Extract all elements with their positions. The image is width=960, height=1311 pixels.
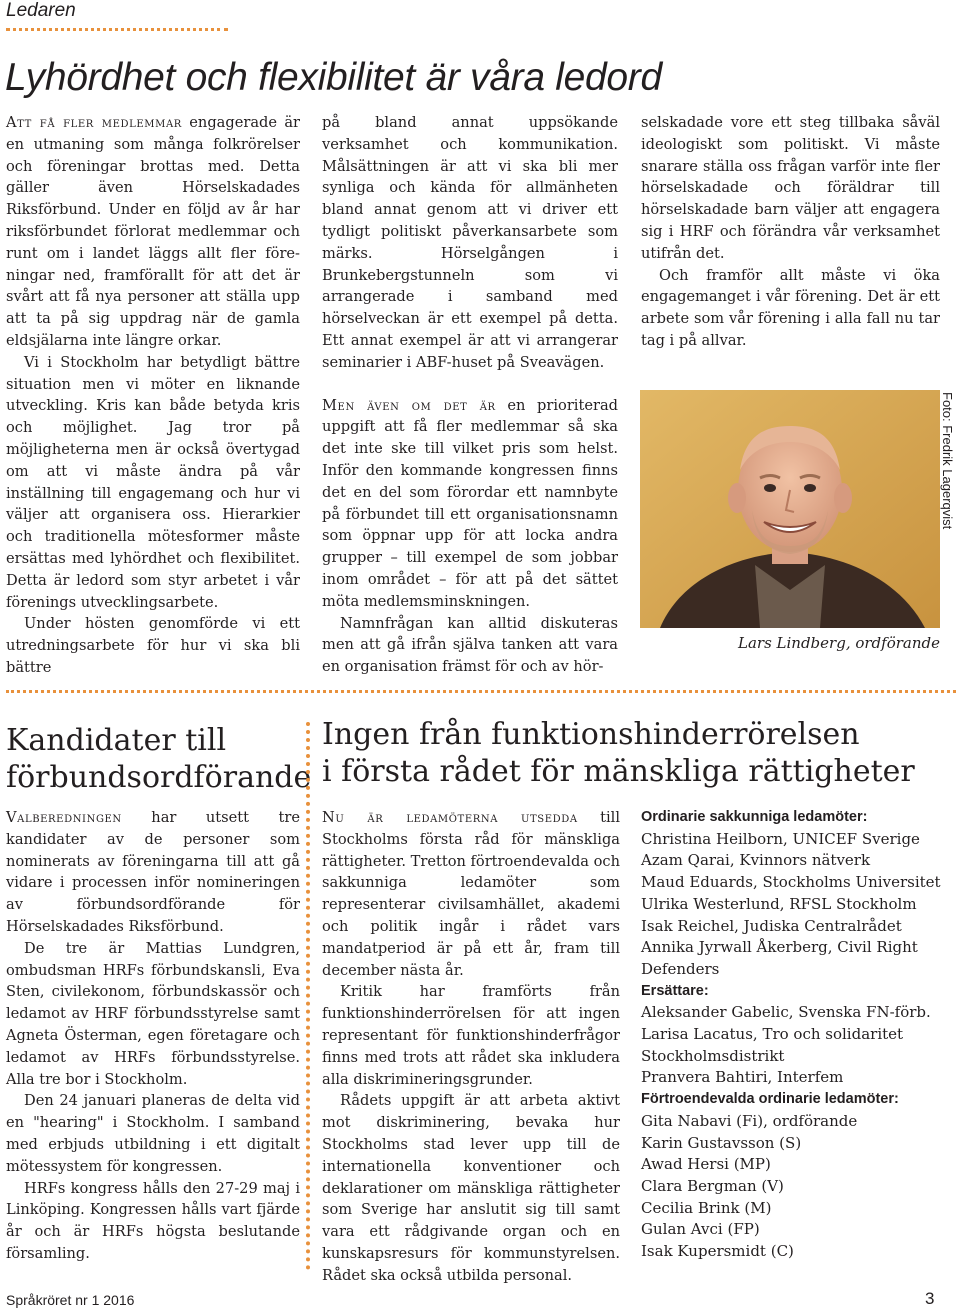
member-item: Isak Kupersmidt (C) bbox=[641, 1242, 794, 1261]
footer-publication: Språkröret nr 1 2016 bbox=[6, 1292, 135, 1308]
council-members-list bbox=[641, 807, 951, 1263]
editorial-column-3 bbox=[641, 112, 940, 352]
lead-in: Nu är ledamöterna utsedda bbox=[322, 809, 578, 826]
article-paragraph: HRFs kongress hålls den 27-29 maj i Linköping. Kongressen hålls vart fjärde år och är HRFs högsta beslutande församling. bbox=[6, 1179, 300, 1262]
article-paragraph: Rådets uppgift är att arbeta aktivt mot diskriminering, bevaka hur Stockholms stad lever upp till de internationella konventioner och deklarationer om mänskliga rättigheter som Sverige har anslutit sig till samt vara ett rådgivande organ och en kunskapsresurs för kommunstyrelsen. Rådet ska också utbilda personal. bbox=[322, 1092, 620, 1284]
member-item: Azam Qarai, Kvinnors nätverk bbox=[641, 851, 871, 870]
title-line: i första rådet för mänskliga rättigheter bbox=[322, 754, 915, 789]
council-title bbox=[322, 716, 942, 790]
paragraph-text: en prioriterad uppgift att få fler medlemmar så ska det inte ske till vilket pris som helst. Inför den kommande kongressen finns det en del som förordar ett namnbyte på förbundet till ett organisationsnamn som öppnar upp för att locka andra grupper – till exempel de som jobbar inom området – för att på det sättet möta medlemsminskningen. bbox=[322, 396, 618, 610]
header-dotted-rule bbox=[6, 28, 228, 31]
editorial-paragraph: på bland annat uppsökande verksamhet och kommunikation. Målsättningen är att vi ska bli mer synliga och kända för allmänheten bland annat genom att vi driver ett tydligt politiskt påverkansarbete som märks. Hörselgången i Brunkebergstunneln som vi arrangerade i samband med hörselveckan är ett exempel på detta. Ett annat exempel är att vi arrangerar seminarier i ABF-huset på Sveavägen. bbox=[322, 114, 618, 371]
editorial-paragraph bbox=[322, 395, 618, 613]
member-item: Cecilia Brink (M) bbox=[641, 1198, 772, 1217]
article-paragraph bbox=[6, 807, 300, 938]
member-item: Defenders bbox=[641, 959, 720, 978]
editorial-paragraph: Namnfrågan kan alltid diskuteras men att gå ifrån själva tanken att vara en organisation främst för och av hör- bbox=[322, 614, 618, 676]
candidates-body bbox=[6, 807, 300, 1265]
member-item: Awad Hersi (MP) bbox=[641, 1155, 771, 1174]
member-item: Clara Bergman (V) bbox=[641, 1176, 784, 1195]
member-item: Pranvera Bahtiri, Interfem bbox=[641, 1068, 844, 1087]
member-item: Christina Heilborn, UNICEF Sverige bbox=[641, 829, 920, 848]
title-line: Ingen från funktionshinderrörelsen bbox=[322, 717, 860, 752]
page-number: 3 bbox=[925, 1289, 935, 1308]
member-item: Gita Nabavi (Fi), ordförande bbox=[641, 1111, 858, 1130]
member-item: Aleksander Gabelic, Svenska FN-förb. bbox=[641, 1003, 931, 1022]
paragraph-text: till Stockholms första råd för mänskliga rättigheter. Tretton förtroendevalda och sakkunniga ledamöter som representerar civilsamhället, akademi och politik ingår i rådet vars mandatperiod är på ett år, fram till december nästa år. bbox=[322, 809, 620, 979]
section-dotted-rule bbox=[6, 690, 956, 693]
list-heading: Förtroendevalda ordinarie ledamöter: bbox=[641, 1091, 899, 1108]
member-item: Gulan Avci (FP) bbox=[641, 1220, 760, 1239]
paragraph-text: engagerade är en utmaning som många folkrörelser och föreningar brottas med. Detta gäller även Hörselskadades Riksförbund. Under en följd av år har riksförbundet förlorat medlemmar och runt om i landet läggs allt fler före-ningar ned, framförallt för att det är svårt att få nya personer att ställa upp att ta på sig uppdrag när de gamla eldsjälarna inte längre orkar. bbox=[6, 114, 300, 349]
member-item: Ulrika Westerlund, RFSL Stockholm bbox=[641, 894, 917, 913]
council-body bbox=[322, 807, 620, 1287]
editorial-paragraph: Under hösten genomförde vi ett utredningsarbete för hur vi ska bli bättre bbox=[6, 615, 300, 676]
photo-caption: Lars Lindberg, ordförande bbox=[738, 634, 940, 652]
editorial-paragraph: selskadade vore ett steg tillbaka såväl ideologiskt som politiskt. Vi måste snarare ställa oss frågan varför inte fler hörselskadade och föräldrar till hörselskadade barn väljer att engagera sig i HRF och förändra vår verksamhet utifrån det. bbox=[641, 114, 940, 262]
title-line: förbundsordförande bbox=[6, 760, 312, 795]
column-dotted-rule bbox=[306, 722, 310, 1270]
article-paragraph: Den 24 januari planeras de delta vid en "hearing" i Stockholm. I samband med erbjuds utbildning i ett digitalt mötessystem för kongressen. bbox=[6, 1092, 300, 1175]
lead-in: Att få fler medlemmar bbox=[6, 114, 182, 131]
lead-in: Men även om det är bbox=[322, 396, 496, 414]
member-item: Karin Gustavsson (S) bbox=[641, 1133, 802, 1152]
title-line: Kandidater till bbox=[6, 723, 227, 758]
editorial-paragraph bbox=[6, 112, 300, 352]
member-item: Stockholmsdistrikt bbox=[641, 1046, 785, 1065]
member-item: Annika Jyrwall Åkerberg, Civil Right bbox=[641, 938, 918, 957]
article-paragraph: Kritik har framförts från funktionshinderrörelsen för att ingen representant för funktionshinderfrågor finns med trots att rådet ska inkludera alla diskrimineringsgrunder. bbox=[322, 983, 620, 1088]
portrait-illustration bbox=[640, 390, 940, 628]
editorial-paragraph: Och framför allt måste vi öka engagemanget i vår förening. Det är ett arbete som vår förening i alla fall nu tar tag i på allvar. bbox=[641, 266, 940, 349]
editorial-column-1 bbox=[6, 112, 300, 679]
photo-credit-text: Foto: Fredrik Lagerqvist bbox=[940, 392, 955, 530]
page-title: Lyhördhet och flexibilitet är våra ledord bbox=[5, 56, 662, 99]
paragraph-text: har utsett tre kandidater av de personer som nominerats av föreningarna till att gå vidare i processen inför nomineringen av förbundsordförande för Hörselskadades Riksförbund. bbox=[6, 809, 300, 935]
section-label: Ledaren bbox=[6, 0, 76, 21]
article-paragraph: De tre är Mattias Lundgren, ombudsman HRFs förbundskansli, Eva Sten, civilekonom, förbundskassör och ledamot av HRF förbundsstyrelse samt Agneta Österman, egen företagare och ledamot av HRFs förbundsstyrelse. Alla tre bor i Stockholm. bbox=[6, 939, 300, 1088]
candidates-title bbox=[6, 722, 312, 796]
member-item: Isak Reichel, Judiska Centralrådet bbox=[641, 916, 902, 935]
editorial-column-2 bbox=[322, 112, 618, 678]
article-paragraph bbox=[322, 807, 620, 981]
photo-credit bbox=[935, 392, 959, 552]
editorial-paragraph: Vi i Stockholm har betydligt bättre situation men vi möter en liknande utveckling. Kris kan både betyda kris och möjlighet. Jag tror på möjligheterna men är också övertygad om att vi måste ändra på vår inställning till engagemang och hur vi väljer att organisera oss. Hierarkier och traditionella mötesformer måste ersättas med lyhördhet och flexibilitet. Detta är ledord som styr arbetet i vår förenings utvecklingsarbete. bbox=[6, 353, 300, 611]
portrait-photo bbox=[640, 390, 940, 628]
list-heading: Ersättare: bbox=[641, 982, 709, 999]
member-item: Larisa Lacatus, Tro och solidaritet bbox=[641, 1025, 904, 1044]
member-item: Maud Eduards, Stockholms Universitet bbox=[641, 873, 941, 892]
lead-in: Valberedningen bbox=[6, 809, 122, 826]
list-heading: Ordinarie sakkunniga ledamöter: bbox=[641, 809, 868, 825]
